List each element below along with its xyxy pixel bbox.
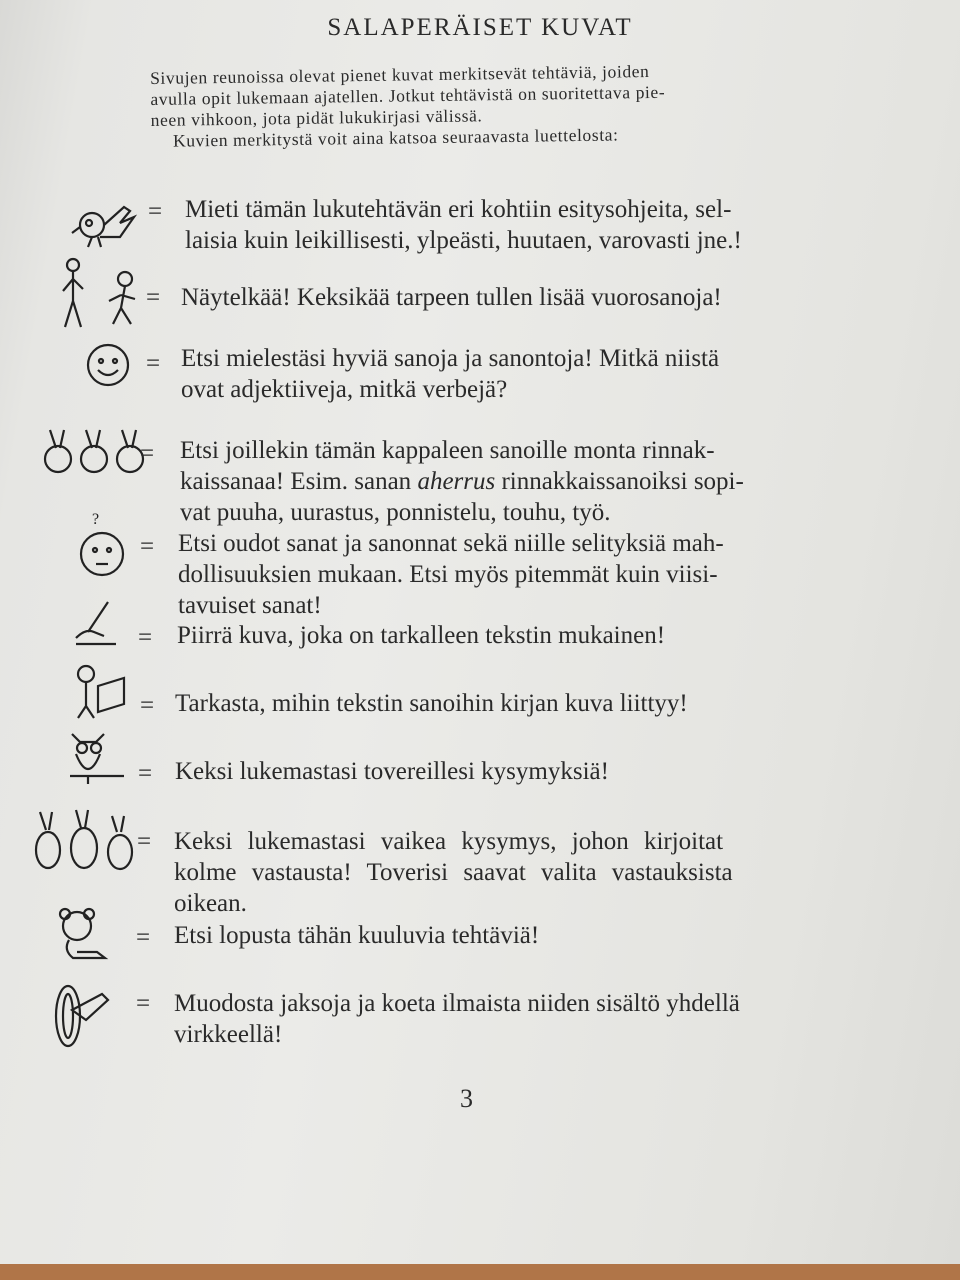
equals-sign: =	[138, 760, 153, 787]
page-number: 3	[460, 1084, 473, 1113]
example-word: aherrus	[417, 468, 496, 495]
equals-sign: =	[146, 350, 161, 377]
entry-line: vat puuha, uurastus, ponnistelu, touhu, työ.	[180, 499, 611, 526]
entry-1	[185, 194, 742, 256]
rabbit-family-icon	[32, 806, 140, 879]
entry-line: oikean.	[174, 890, 247, 917]
equals-sign: =	[138, 624, 153, 651]
puzzled-face-icon	[76, 508, 132, 585]
hand-pointing-icon	[52, 982, 114, 1059]
entry-line: Etsi joillekin tämän kappaleen sanoille monta rinnak-	[180, 437, 715, 464]
equals-sign: =	[140, 692, 155, 719]
equals-sign: =	[140, 533, 155, 560]
entry-5	[178, 528, 724, 621]
entry-text: rinnakkaissanoiksi sopi-	[495, 468, 744, 495]
entry-line: Etsi mielestäsi hyviä sanoja ja sanontoja! Mitkä niistä	[181, 345, 720, 372]
equals-sign: =	[148, 198, 163, 225]
entry-8	[175, 756, 609, 787]
entry-line: ovat adjektiiveja, mitkä verbejä?	[181, 376, 508, 403]
intro-line: Sivujen reunoissa olevat pienet kuvat merkitsevät tehtäviä, joiden	[150, 61, 650, 88]
entry-line: Keksi lukemastasi tovereillesi kysymyksiä!	[175, 758, 609, 785]
intro-line: Kuvien merkitystä voit aina katsoa seuraavasta luettelosta:	[172, 124, 619, 151]
entry-9	[174, 826, 733, 919]
entry-line: Etsi oudot sanat ja sanonnat sekä niille selityksiä mah-	[178, 530, 724, 557]
entry-line: virkkeellä!	[174, 1021, 283, 1048]
entry-line	[180, 466, 744, 497]
drawing-hand-icon	[72, 598, 122, 653]
entry-line: Etsi lopusta tähän kuuluvia tehtäviä!	[174, 922, 540, 949]
entry-line: dollisuuksien mukaan. Etsi myös pitemmät kuin viisi-	[178, 561, 718, 588]
entry-line: kolme vastausta! Toverisi saavat valita vastauksista	[174, 859, 733, 886]
intro-line: avulla opit lukemaan ajatellen. Jotkut tehtävistä on suoritettava pie-	[150, 81, 666, 109]
entry-10	[174, 920, 539, 951]
bear-icon	[55, 906, 110, 966]
entry-7	[175, 688, 688, 719]
entry-line: Näytelkää! Keksikää tarpeen tullen lisää vuorosanoja!	[181, 284, 722, 311]
equals-sign: =	[137, 828, 152, 855]
equals-sign: =	[136, 924, 151, 951]
entry-6	[177, 620, 665, 651]
entry-11	[174, 988, 740, 1050]
reading-boy-icon	[68, 662, 133, 725]
entry-line: Muodosta jaksoja ja koeta ilmaista niiden sisältö yhdellä	[174, 990, 740, 1017]
entry-line: Keksi lukemastasi vaikea kysymys, johon kirjoitat	[174, 828, 724, 855]
intro-line: neen vihkoon, jota pidät lukukirjasi välissä.	[150, 105, 483, 130]
equals-sign: =	[140, 440, 155, 467]
smiling-face-icon	[84, 340, 134, 395]
entry-line: tavuiset sanat!	[178, 592, 322, 619]
bird-icon	[70, 195, 140, 255]
entry-2	[181, 282, 722, 313]
entry-3	[181, 343, 719, 405]
entry-line: Tarkasta, mihin tekstin sanoihin kirjan kuva liittyy!	[175, 690, 688, 717]
entry-4	[180, 435, 744, 528]
book-cover-edge	[0, 1264, 960, 1280]
svg-text:?: ?	[92, 511, 100, 528]
equals-sign: =	[146, 284, 161, 311]
actors-icon	[55, 255, 150, 338]
equals-sign: =	[136, 990, 151, 1017]
owl-icon	[66, 730, 128, 790]
entry-text: kaissanaa! Esim. sanan	[180, 468, 418, 495]
page-title: SALAPERÄISET KUVAT	[327, 14, 633, 41]
entry-line: Piirrä kuva, joka on tarkalleen tekstin mukainen!	[177, 622, 666, 649]
entry-line: laisia kuin leikillisesti, ylpeästi, huutaen, varovasti jne.!	[185, 227, 742, 254]
three-rabbits-icon	[40, 425, 150, 485]
intro-paragraph	[150, 59, 831, 152]
entry-line: Mieti tämän lukutehtävän eri kohtiin esitysohjeita, sel-	[185, 196, 732, 223]
